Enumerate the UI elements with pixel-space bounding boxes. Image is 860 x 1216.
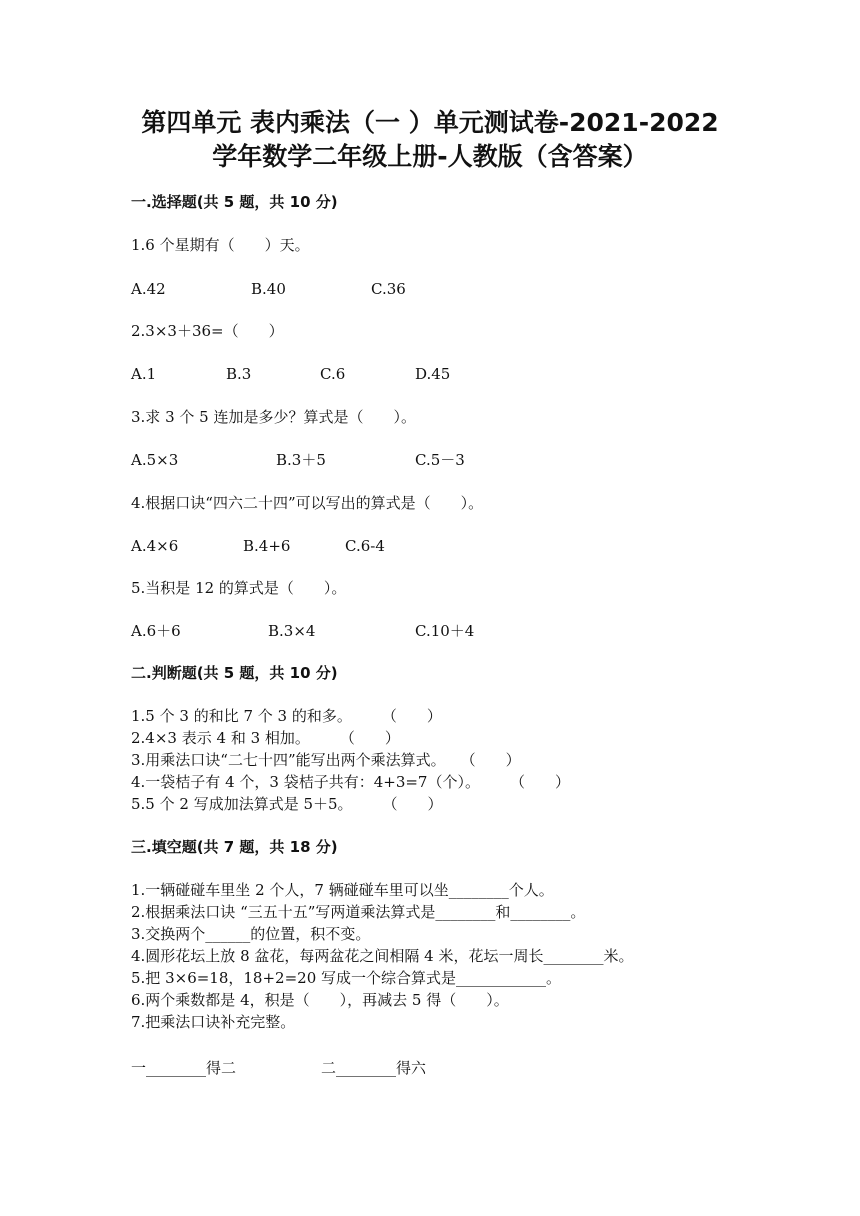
choice-5-option-b: B.3×4 <box>268 622 316 640</box>
judge-item-2: 2.4×3 表示 4 和 3 相加。 （ ） <box>131 729 400 747</box>
choice-2-option-d: D.45 <box>415 365 451 383</box>
fill-rhyme-1: 一________得二 <box>131 1059 237 1077</box>
choice-1-option-b: B.40 <box>251 280 286 298</box>
fill-item-2: 2.根据乘法口诀 “三五十五”写两道乘法算式是________和________。 <box>131 903 586 921</box>
choice-4-option-c: C.6-4 <box>345 537 385 555</box>
choice-question-2: 2.3×3＋36=（ ） <box>131 322 284 340</box>
judge-item-3: 3.用乘法口诀“二七十四”能写出两个乘法算式。 （ ） <box>131 751 521 769</box>
choice-1-option-a: A.42 <box>131 280 166 298</box>
document-title-line-2: 学年数学二年级上册-人教版（含答案） <box>212 142 648 171</box>
choice-question-1: 1.6 个星期有（ ）天。 <box>131 236 310 254</box>
section-heading-fill: 三.填空题(共 7 题，共 18 分) <box>131 838 338 856</box>
fill-rhyme-2: 二________得六 <box>321 1059 427 1077</box>
fill-item-4: 4.圆形花坛上放 8 盆花，每两盆花之间相隔 4 米，花坛一周长________米。 <box>131 947 634 965</box>
choice-question-4: 4.根据口诀“四六二十四”可以写出的算式是（ ）。 <box>131 494 484 512</box>
choice-1-option-c: C.36 <box>371 280 406 298</box>
choice-3-option-a: A.5×3 <box>131 451 179 469</box>
fill-item-1: 1.一辆碰碰车里坐 2 个人，7 辆碰碰车里可以坐________个人。 <box>131 881 554 899</box>
choice-4-option-a: A.4×6 <box>131 537 179 555</box>
section-heading-judge: 二.判断题(共 5 题，共 10 分) <box>131 664 338 682</box>
judge-item-1: 1.5 个 3 的和比 7 个 3 的和多。 （ ） <box>131 707 442 725</box>
fill-item-7: 7.把乘法口诀补充完整。 <box>131 1013 296 1031</box>
choice-2-option-c: C.6 <box>320 365 346 383</box>
document-title-line-1: 第四单元 表内乘法（一 ）单元测试卷-2021-2022 <box>141 108 719 137</box>
choice-5-option-a: A.6＋6 <box>131 622 181 640</box>
choice-4-option-b: B.4+6 <box>243 537 291 555</box>
choice-3-option-b: B.3＋5 <box>276 451 326 469</box>
choice-question-5: 5.当积是 12 的算式是（ ）。 <box>131 579 347 597</box>
judge-item-4: 4.一袋桔子有 4 个，3 袋桔子共有：4+3=7（个）。 （ ） <box>131 773 570 791</box>
choice-3-option-c: C.5－3 <box>415 451 465 469</box>
section-heading-choice: 一.选择题(共 5 题，共 10 分) <box>131 193 338 211</box>
choice-5-option-c: C.10＋4 <box>415 622 475 640</box>
choice-2-option-a: A.1 <box>131 365 157 383</box>
choice-2-option-b: B.3 <box>226 365 252 383</box>
judge-item-5: 5.5 个 2 写成加法算式是 5＋5。 （ ） <box>131 795 443 813</box>
fill-item-3: 3.交换两个______的位置，积不变。 <box>131 925 371 943</box>
fill-item-5: 5.把 3×6=18，18+2=20 写成一个综合算式是____________。 <box>131 969 562 987</box>
choice-question-3: 3.求 3 个 5 连加是多少？算式是（ ）。 <box>131 408 416 426</box>
fill-item-6: 6.两个乘数都是 4，积是（ ），再减去 5 得（ ）。 <box>131 991 509 1009</box>
